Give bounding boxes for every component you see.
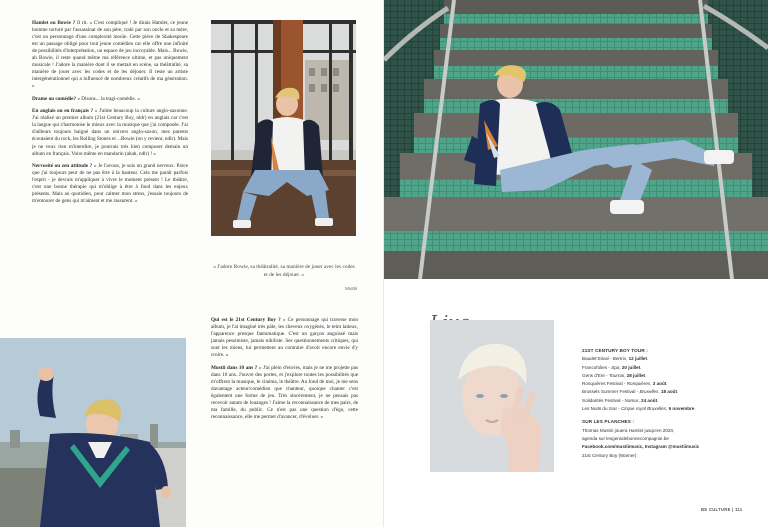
- question-heading: En anglais ou en français ?: [32, 108, 95, 115]
- article-column-right: [211, 317, 358, 426]
- tour-venue: Ronquières Festival: [582, 381, 623, 387]
- tour-dates-list: [582, 355, 742, 413]
- pull-quote-author: Mustii: [345, 286, 357, 291]
- paragraph: [32, 20, 188, 90]
- tour-city: Namur: [624, 397, 639, 403]
- photo-arm-raised-illustration: [0, 338, 186, 527]
- tour-venue: Brussels Summer Festival: [582, 389, 636, 395]
- photo-staircase: [384, 0, 768, 279]
- answer-text: « J'ai plein d'envies, mais je ne me projette pas dans 10 ans. J'ouvre des portes, et j'explore toutes les possibilités que m'offrent la musique, le cinéma, le théâtre. Au fond de moi, je me sens davantage acteur/comédien que chanteur, quoique chanter c'est également une forme de jeu. Très sincèrement, je ne pensais pas recevoir autant de louanges ! J'aime la reconnaissance de mes pairs, de ma famille, du public. Ce n'est pas une question d'égo, cette reconnaissance, elle me permet d'avancer, d'évoluer. »: [211, 364, 358, 420]
- photo-arm-raised: [0, 338, 186, 527]
- tour-date-item: Brussels Summer Festival - Bruxelles, 18 août.: [582, 389, 679, 395]
- tour-info: [582, 347, 742, 460]
- planches-line: 21st Century Boy (Warner): [582, 452, 637, 458]
- paragraph: [32, 108, 188, 157]
- tour-date-item: Solidarités Festival - Namur, 24 août.: [582, 397, 659, 403]
- page-folio: BE CULTURE | 111: [701, 507, 743, 512]
- answer-text: Il rit. « C'est compliqué ! Je dirais Hamlet, ce jeune homme torturé par l'assassinat de son père, trahi par son oncle et sa mère, c'est un personnage d'une complexité inouïe. Cette pièce de Shakespeare est un passage obligé pour tout jeune comédien car elle offre une infinité de possibilités d'interprétation, un espace de jeu incroyable. Mais... Bowie, ah Bowie, il reste quand même ma référence ultime, et pas uniquement musicale ! J'adore la manière dont il se mettait en scène, sa théâtralité, sa manière de jouer avec les codes et de les déjouer. Il reste un artiste intergénérationnel qui a influencé de nombreux créatifs de ma génération. »: [32, 20, 188, 90]
- paragraph: [211, 365, 358, 421]
- tour-venue: Solidarités Festival: [582, 397, 621, 403]
- planches-heading: SUR LES PLANCHES :: [582, 419, 635, 425]
- tour-date-item: Francofolies - Spa, 20 juillet.: [582, 364, 642, 370]
- paragraph: [32, 96, 188, 103]
- photo-window-portrait: [211, 20, 356, 236]
- answer-text: « J'aime beaucoup la culture anglo-saxonne. J'ai réalisé un premier album (21st Century Boy, nldr) en anglais car c'est la langue qui s'harmonise le mieux avec la musique que j'ai composée. J'ai d'ailleurs toujours baigné dans un univers anglo-saxon, mes parents écoutaient du rock, les Rolling Stones et ...Bowie (on y revient, ndlr). Mais je ne veux rien m'interdire, je pourrais très bien composer demain un album en français. Voire même en mandarin (ahah, ndlr) ! »: [32, 108, 189, 157]
- paragraph: [32, 163, 188, 205]
- photo-close-portrait-illustration: [430, 320, 554, 472]
- tour-venue: Baudet'Stival: [582, 356, 609, 362]
- tour-city: Ronquières: [626, 381, 651, 387]
- answer-text: « Je l'avoue, je suis un grand nerveux. Parce que j'ai toujours peur de ne pas être à la hauteur. Cela me paraît parfois l'esprit - je devrais m'appliquer à vivre le moment présent ! Le théâtre, c'est une bonne thérapie qui m'oblige à être à fond dans les enjeux présents. Mais au quotidien, pour calmer mon stress, j'essaie toujours de m'entourer de gens qui m'aiment et me rassurent. »: [32, 163, 188, 205]
- question-heading: Hamlet ou Bowie ?: [32, 20, 77, 26]
- tour-venue: Francofolies: [582, 364, 608, 370]
- tour-date-item: Gens d'Ere - Tournai, 28 juillet.: [582, 372, 647, 378]
- tour-city: Bruxelles: [639, 389, 659, 395]
- tour-date: 18 août: [660, 389, 678, 395]
- tour-city: Cirque royal Bruxelles: [621, 406, 667, 412]
- right-page: [384, 0, 768, 527]
- tour-date: 3 août: [652, 381, 667, 387]
- article-column-left: [32, 20, 188, 211]
- question-heading: Nervosité ou zen attitude ?: [32, 163, 94, 170]
- tour-date: 28 juillet: [626, 372, 646, 378]
- tour-city: Tournai: [608, 372, 625, 378]
- tour-date: 20 juillet: [621, 364, 641, 370]
- tour-city: Bertrix: [612, 356, 627, 362]
- photo-window-portrait-illustration: [211, 20, 356, 236]
- tour-date-item: Ronquières Festival - Ronquières, 3 août.: [582, 381, 668, 387]
- planches-line: Facebook.com/mustiimusic, Instagram @mustiimusic: [582, 444, 700, 450]
- tour-city: Spa: [611, 364, 620, 370]
- photo-close-portrait: [430, 320, 554, 472]
- question-heading: Drame ou comédie?: [32, 95, 78, 102]
- question-heading: Qui est le 21st Century Boy ?: [211, 317, 283, 323]
- tour-date-item: Les Nuits du Soir - Cirque royal Bruxelles, 6 novembre.: [582, 406, 696, 412]
- planches-line: agenda sur lesgensdebonnecompagnie.be: [582, 435, 669, 441]
- question-heading: Mustii dans 10 ans ?: [211, 364, 259, 371]
- tour-date: 6 novembre: [668, 406, 695, 412]
- tour-heading: 21ST CENTURY BOY TOUR :: [582, 348, 648, 353]
- pull-quote: [211, 263, 357, 293]
- photo-staircase-illustration: [384, 0, 768, 279]
- pull-quote-text: « J'adore Bowie, sa théâtralité, sa manière de jouer avec les codes et de les déjouer. »: [213, 264, 355, 278]
- tour-venue: Gens d'Ere: [582, 372, 605, 378]
- answer-text: « Disons... la tragi-comédie. »: [77, 95, 140, 102]
- paragraph: [211, 317, 358, 359]
- answer-text: « Ce personnage qui traverse mon album, je l'ai imaginé très pâle, les cheveux oxygénés, le teint laiteux, l'apparence presque fantomatique. C'est un garçon angoissé mais jamais pessimiste, jamais nihiliste. Ses questionnements critiques, qui sont les miens, lui permettent au contraire d'avoir encore envie d'y croire. »: [211, 317, 358, 359]
- planches-line: Thomas Mustin jouera Hamlet jusqu'en 2020,: [582, 427, 675, 433]
- tour-venue: Les Nuits du Soir: [582, 406, 617, 412]
- tour-date: 12 juillet: [628, 356, 647, 362]
- tour-date-item: Baudet'Stival - Bertrix, 12 juillet.: [582, 356, 649, 362]
- tour-date: 24 août: [641, 397, 658, 403]
